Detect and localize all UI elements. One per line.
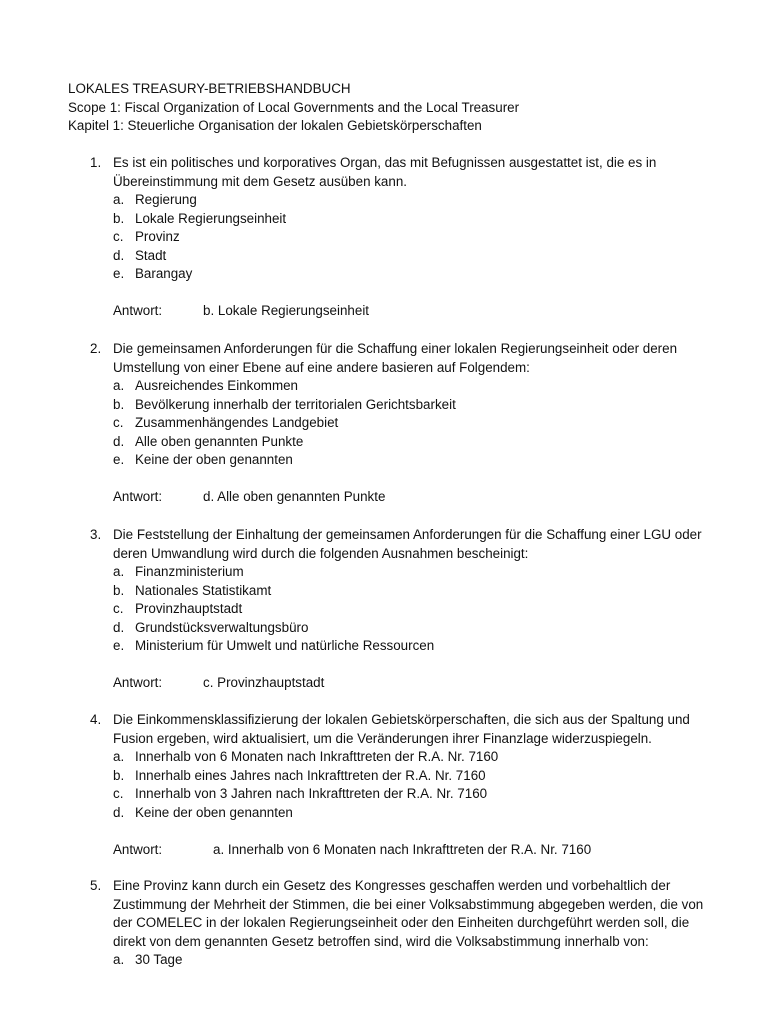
question-3 xyxy=(90,526,720,693)
question-2 xyxy=(90,340,720,507)
option-item: a. Finanzministerium xyxy=(113,564,244,579)
question-text: Eine Provinz kann durch ein Gesetz des Kongresses geschaffen werden und vorbehaltlich der Zustimmung der Mehrheit der Stimmen, die bei einer Volksabstimmung abgegeben werden, die von der COMELEC in der lokalen Regierungseinheit oder den Einheiten durchgeführt werden soll, die direkt von dem genannten Gesetz betroffen sind, wird die Volksabstimmung innerhalb von: xyxy=(113,878,704,949)
option-item: d. Stadt xyxy=(113,247,167,263)
question-number: 3. xyxy=(90,527,102,542)
answer-line xyxy=(113,488,720,507)
answer-value: b. Lokale Regierungseinheit xyxy=(203,303,370,318)
question-number: 2. xyxy=(90,341,102,356)
option-item: b. Bevölkerung innerhalb der territorialen Gerichtsbarkeit xyxy=(113,396,456,412)
option-item: b. Nationales Statistikamt xyxy=(113,582,272,598)
option-item: e. Ministerium für Umwelt und natürliche Ressourcen xyxy=(113,638,435,653)
question-text: Es ist ein politisches und korporatives Organ, das mit Befugnissen ausgestattet ist, die es in Übereinstimmung mit dem Gesetz ausüben kann. xyxy=(113,155,657,189)
question-text: Die Feststellung der Einhaltung der gemeinsamen Anforderungen für die Schaffung einer LGU oder deren Umwandlung wird durch die folgenden Ausnahmen bescheinigt: xyxy=(113,527,702,561)
answer-line xyxy=(113,674,720,693)
answer-value: c. Provinzhauptstadt xyxy=(203,675,325,690)
answer-value: d. Alle oben genannten Punkte xyxy=(203,489,386,504)
option-item: e. Keine der oben genannten xyxy=(113,452,293,467)
question-text: Die gemeinsamen Anforderungen für die Schaffung einer lokalen Regierungseinheit oder deren Umstellung von einer Ebene auf eine andere basieren auf Folgendem: xyxy=(113,341,678,375)
option-item: c. Innerhalb von 3 Jahren nach Inkrafttreten der R.A. Nr. 7160 xyxy=(113,786,488,801)
answer-label: Antwort: xyxy=(113,675,163,690)
question-5 xyxy=(90,877,720,970)
answer-label: Antwort: xyxy=(113,303,163,318)
manual-title: LOKALES TREASURY-BETRIEBSHANDBUCH xyxy=(68,81,351,96)
option-item: d. Alle oben genannten Punkte xyxy=(113,433,304,449)
option-item: d. Keine der oben genannten xyxy=(113,804,293,820)
option-item: a. Ausreichendes Einkommen xyxy=(113,378,299,393)
option-item: a. Regierung xyxy=(113,192,197,207)
option-item: b. Innerhalb eines Jahres nach Inkrafttreten der R.A. Nr. 7160 xyxy=(113,767,486,783)
document-header xyxy=(68,80,519,136)
question-number: 4. xyxy=(90,712,102,727)
answer-label: Antwort: xyxy=(113,489,163,504)
scope-line: Scope 1: Fiscal Organization of Local Governments and the Local Treasurer xyxy=(68,99,520,115)
option-item: a. 30 Tage xyxy=(113,952,183,967)
question-text: Die Einkommensklassifizierung der lokalen Gebietskörperschaften, die sich aus der Spaltung und Fusion ergeben, wird aktualisiert, um die Veränderungen ihrer Finanzlage widerzuspiegeln. xyxy=(113,712,690,746)
option-item: a. Innerhalb von 6 Monaten nach Inkrafttreten der R.A. Nr. 7160 xyxy=(113,749,499,764)
answer-line xyxy=(113,302,720,321)
option-item: c. Zusammenhängendes Landgebiet xyxy=(113,415,339,430)
answer-value: a. Innerhalb von 6 Monaten nach Inkrafttreten der R.A. Nr. 7160 xyxy=(213,841,592,857)
question-number: 5. xyxy=(90,878,102,893)
question-1 xyxy=(90,154,720,321)
option-item: d. Grundstücksverwaltungsbüro xyxy=(113,619,309,635)
answer-label: Antwort: xyxy=(113,841,163,857)
option-item: c. Provinzhauptstadt xyxy=(113,601,243,616)
option-item: c. Provinz xyxy=(113,229,180,244)
question-number: 1. xyxy=(90,155,102,170)
chapter-line: Kapitel 1: Steuerliche Organisation der lokalen Gebietskörperschaften xyxy=(68,118,482,133)
option-item: e. Barangay xyxy=(113,266,193,281)
answer-line xyxy=(113,841,720,860)
question-4 xyxy=(90,711,720,859)
option-item: b. Lokale Regierungseinheit xyxy=(113,210,287,226)
